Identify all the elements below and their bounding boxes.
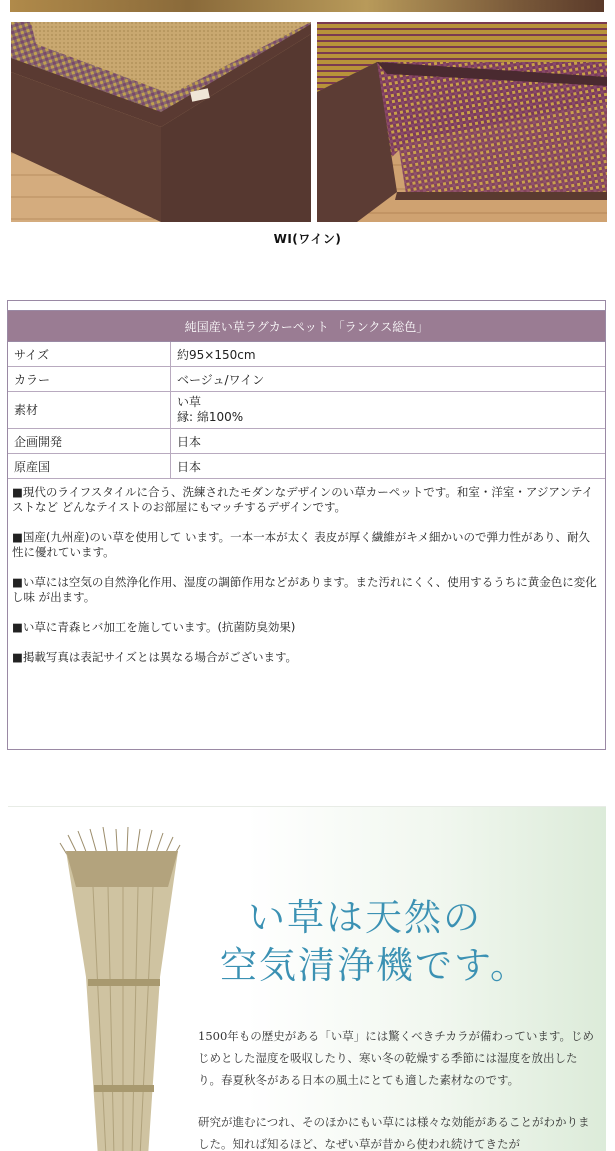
note-paragraph: ■国産(九州産)のい草を使用して います。一本一本が太く 表皮が厚く繊維がキメ細かいので弾力性があり、耐久 性に優れています。 <box>12 530 590 559</box>
product-photo-underside <box>317 22 607 222</box>
spec-value: 日本 <box>171 454 606 479</box>
igusa-bundle-image <box>48 827 198 1151</box>
spec-label: 原産国 <box>8 454 171 479</box>
table-row <box>8 367 605 392</box>
table-row <box>8 342 605 367</box>
table-row <box>8 392 605 429</box>
photo-caption: WI(ワイン) <box>273 232 342 246</box>
spec-rows <box>8 342 605 479</box>
banner-headline-line2: 空気清浄機です。 <box>220 944 530 987</box>
spec-value <box>171 392 606 429</box>
note-paragraph: ■掲載写真は表記サイズとは異なる場合がございます。 <box>12 650 298 664</box>
spec-value-line: 縁: 綿100% <box>177 410 244 424</box>
table-row <box>8 429 605 454</box>
spec-label: カラー <box>8 367 171 392</box>
spec-label: サイズ <box>8 342 171 367</box>
spec-title: 純国産い草ラグカーペット 「ランクス総色」 <box>8 311 605 342</box>
spec-value: 日本 <box>171 429 606 454</box>
banner-paragraph: 1500年もの歴史がある「い草」には驚くべきチカラが備わっています。じめじめとした湿度を吸収したり、寒い冬の乾燥する季節には湿度を放出したり。春夏秋冬がある日本の風土にとても適した素材なのです。 <box>198 1029 594 1087</box>
spec-value: 約95×150cm <box>171 342 606 367</box>
product-notes <box>8 479 605 665</box>
spec-value: ベージュ/ワイン <box>171 367 606 392</box>
table-row <box>8 454 605 479</box>
previous-photo-strip <box>10 0 604 12</box>
banner-headline-line1: い草は天然の <box>248 896 482 939</box>
spec-top-bar <box>8 301 605 311</box>
spec-label: 素材 <box>8 392 171 429</box>
igusa-banner <box>8 806 606 1151</box>
banner-paragraph: 研究が進むにつれ、そのほかにもい草には様々な効能があることがわかりました。知れば知るほど、なぜい草が昔から使われ続けてきたが <box>198 1115 590 1151</box>
spec-label: 企画開発 <box>8 429 171 454</box>
product-photo-corner <box>11 22 311 222</box>
note-paragraph: ■現代のライフスタイルに合う、洗練されたモダンなデザインのい草カーペットです。和室・洋室・アジアンテイストなど どんなテイストのお部屋にもマッチするデザインです。 <box>12 485 594 514</box>
spec-value-line: い草 <box>177 395 202 409</box>
note-paragraph: ■い草に青森ヒバ加工を施しています。(抗菌防臭効果) <box>12 620 296 634</box>
note-paragraph: ■い草には空気の自然浄化作用、湿度の調節作用などがあります。また汚れにくく、使用するうちに黄金色に変化し味 が出ます。 <box>12 575 597 604</box>
spec-table <box>7 300 606 750</box>
